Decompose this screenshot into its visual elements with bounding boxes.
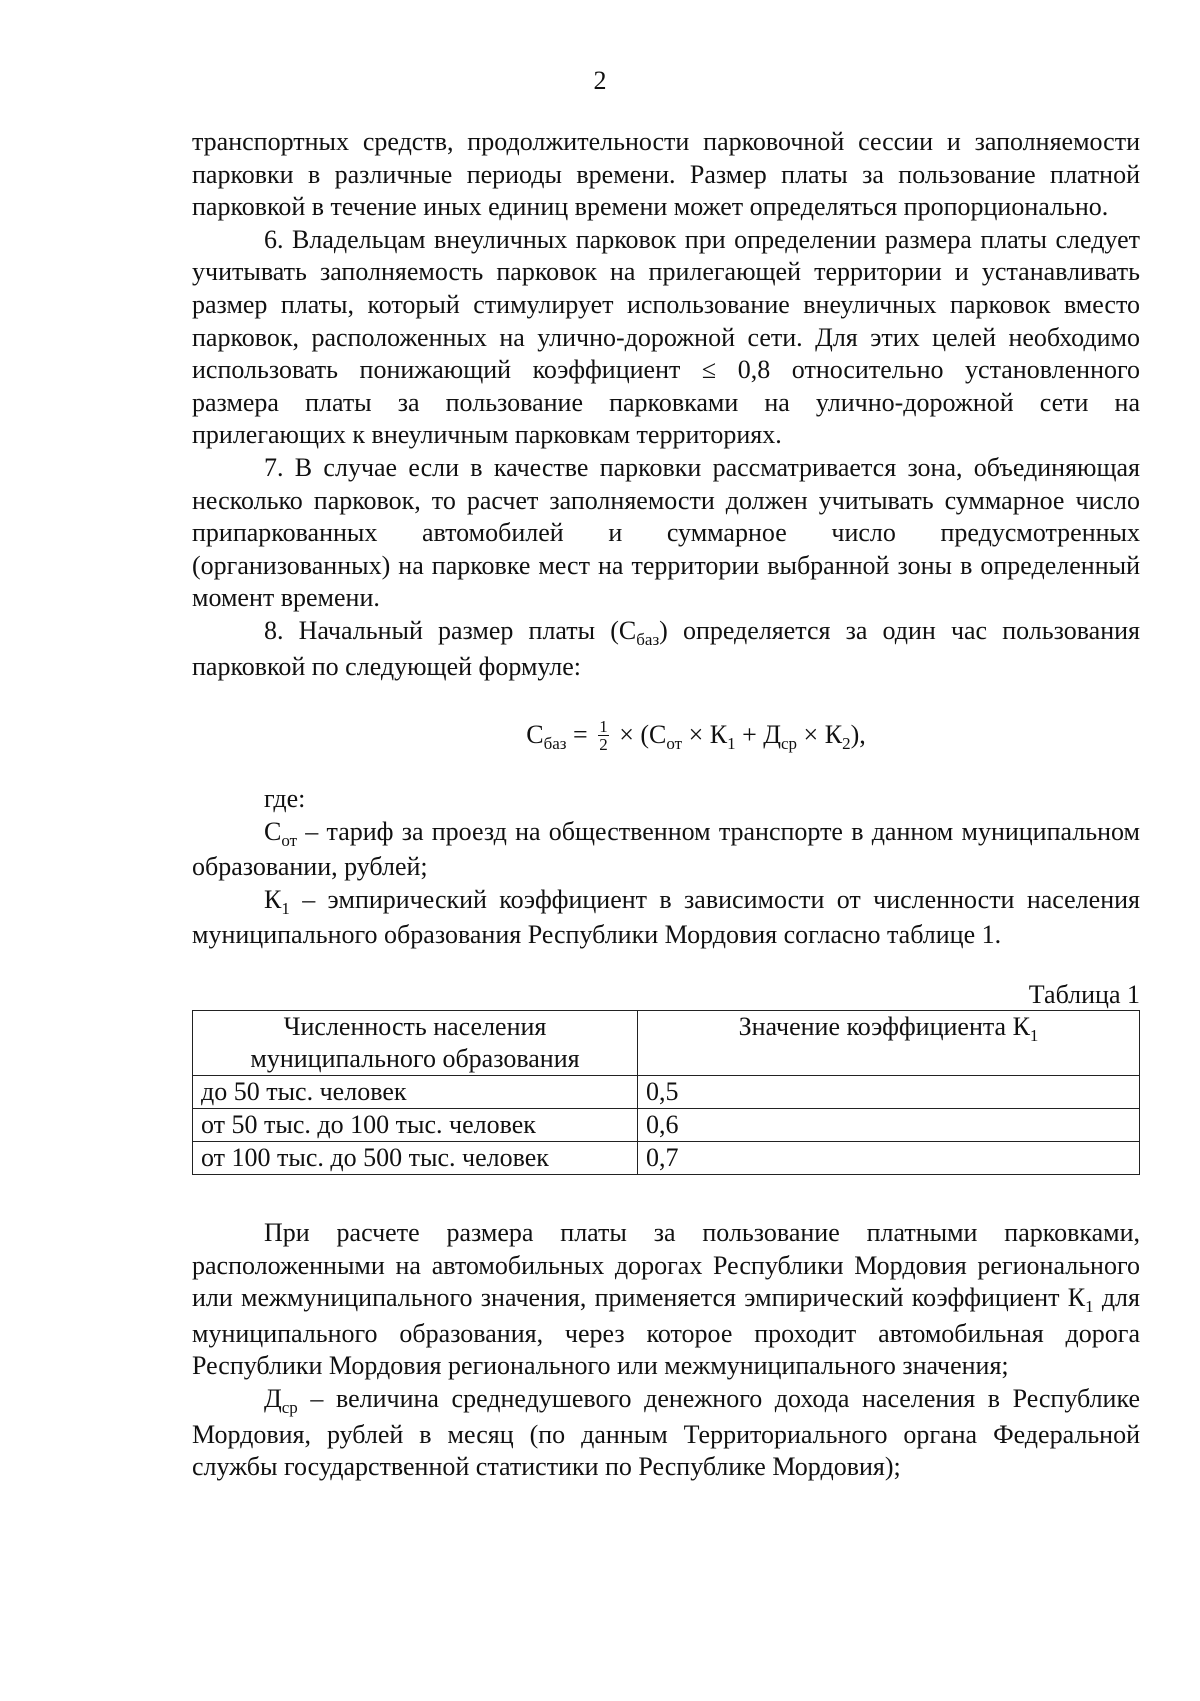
cell-value: 0,7 (638, 1142, 1140, 1175)
document-body (192, 126, 1140, 1484)
paragraph-after-table: При расчете размера платы за пользование платными парковками, расположенными на автомобильных дорогах Республики Мордовия регионального или межмуниципального значения, применяется эмпирический коэффициент $К_1$ для муниципального образования, через которое проходит автомобильная дорога Республики Мордовия регионального или межмуниципального значения; (192, 1218, 1140, 1381)
paragraph-8-before: 8. Начальный размер платы (С (264, 615, 637, 645)
definition-k1: $К_1$ – эмпирический коэффициент в зависимости от численности населения муниципального образования Республики Мордовия согласно таблице 1. (192, 884, 1140, 950)
formula-expression: $С_{баз}$ = $\frac{1}{2}$ × $(С_{от} \times К_1 + Д_{ср} \times К_2)$, (526, 716, 866, 754)
cell-value: 0,6 (638, 1109, 1140, 1142)
cell-population: от 50 тыс. до 100 тыс. человек (193, 1109, 638, 1142)
header-coefficient: Значение коэффициента $К_1$ (638, 1011, 1140, 1076)
table-caption: Таблица 1 (1028, 980, 1140, 1010)
paragraph-8-after: ) определяется за один час пользования парковкой по следующей формуле: (192, 615, 1141, 681)
table-header-row (193, 1011, 1140, 1076)
paragraph-8 (192, 615, 1140, 683)
page-number: 2 (593, 66, 607, 95)
paragraph-6: 6. Владельцам внеуличных парковок при определении размера платы следует учитывать заполняемость парковок на прилегающей территории и устанавливать размер платы, который стимулирует использование внеуличных парковок вместо парковок, расположенных на улично-дорожной сети. Для этих целей необходимо использовать понижающий коэффициент ≤ 0,8 относительно установленного размера платы за пользование парковками на улично-дорожной сети на прилегающих к внеуличным парковкам территориях. (192, 224, 1140, 450)
paragraph-8-sub: баз (636, 629, 660, 649)
table-row (193, 1076, 1140, 1109)
paragraph-7: 7. В случае если в качестве парковки рассматривается зона, объединяющая несколько парковок, то расчет заполняемости должен учитывать суммарное число припаркованных автомобилей и суммарное число предусмотренных (организованных) на парковке мест на территории выбранной зоны в определенный момент времени. (192, 452, 1140, 613)
cell-value: 0,5 (638, 1076, 1140, 1109)
table-row (193, 1142, 1140, 1175)
paragraph-continuation: транспортных средств, продолжительности парковочной сессии и заполняемости парковки в различные периоды времени. Размер платы за пользование платной парковкой в течение иных единиц времени может определяться пропорционально. (192, 127, 1140, 222)
where-label: где: (264, 784, 306, 814)
table-row (193, 1109, 1140, 1142)
definition-dcp: $Д_{ср}$ – величина среднедушевого денежного дохода населения в Республике Мордовия, рублей в месяц (по данным Территориального органа Федеральной службы государственной статистики по Республике Мордовия); (192, 1384, 1140, 1482)
fraction-one-half: $\frac{1}{2}$ (599, 716, 608, 754)
header-population: Численность населения муниципального образования (193, 1011, 638, 1076)
definition-cot: $С_{от}$ – тариф за проезд на общественном транспорте в данном муниципальном образовании, рублей; (192, 816, 1140, 882)
cell-population: от 100 тыс. до 500 тыс. человек (193, 1142, 638, 1175)
formula (192, 713, 1140, 765)
coefficient-table (192, 1010, 1140, 1175)
cell-population: до 50 тыс. человек (193, 1076, 638, 1109)
